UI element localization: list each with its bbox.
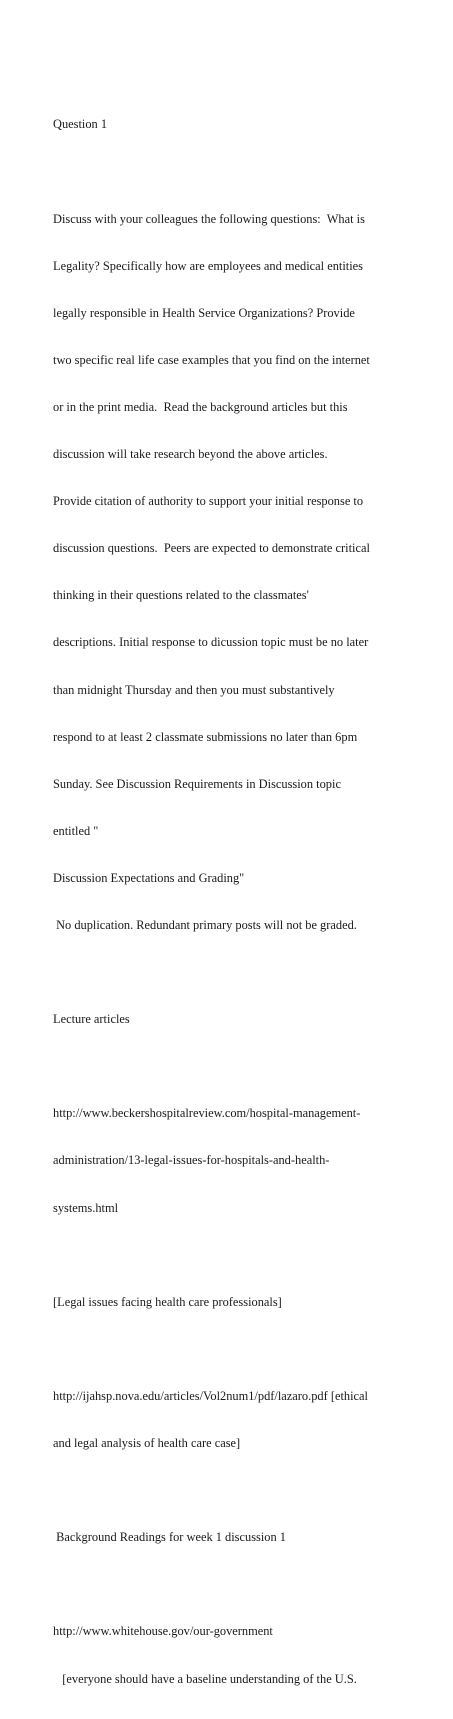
url-line: http://www.beckershospitalreview.com/hospital-management- <box>53 1106 361 1121</box>
paragraph-line: thinking in their questions related to the classmates' <box>53 588 309 603</box>
reference-note: and legal analysis of health care case] <box>53 1436 241 1451</box>
url-line: http://ijahsp.nova.edu/articles/Vol2num1/pdf/lazaro.pdf [ethical <box>53 1388 368 1403</box>
url-line: systems.html <box>53 1200 119 1215</box>
blank-line <box>53 1248 448 1264</box>
blank-line <box>53 1577 448 1593</box>
paragraph-line: Discussion Expectations and Grading" <box>53 870 245 885</box>
paragraph-line: Discuss with your colleagues the following questions: What is <box>53 211 365 226</box>
paragraph-line: legally responsible in Health Service Organizations? Provide <box>53 305 355 320</box>
url-line: administration/13-legal-issues-for-hospitals-and-health- <box>53 1153 330 1168</box>
document-text <box>53 86 448 1719</box>
blank-line <box>53 1483 448 1499</box>
paragraph-line: Provide citation of authority to support your initial response to <box>53 494 364 509</box>
paragraph-line: discussion questions. Peers are expected to demonstrate critical <box>53 541 370 556</box>
paragraph-line: or in the print media. Read the background articles but this <box>53 399 348 414</box>
paragraph-line: descriptions. Initial response to dicussion topic must be no later <box>53 635 369 650</box>
paragraph-line: Legality? Specifically how are employees and medical entities <box>53 258 363 273</box>
paragraph-line: discussion will take research beyond the above articles. <box>53 447 328 462</box>
question-heading: Question 1 <box>53 117 108 132</box>
paragraph-line: than midnight Thursday and then you must substantively <box>53 682 335 697</box>
reference-note: [everyone should have a baseline understanding of the U.S. <box>53 1671 357 1686</box>
section-heading: Lecture articles <box>53 1012 130 1027</box>
paragraph-line: two specific real life case examples that you find on the internet <box>53 352 370 367</box>
reference-note: [Legal issues facing health care professionals] <box>53 1294 282 1309</box>
section-heading: Background Readings for week 1 discussion 1 <box>53 1530 286 1545</box>
blank-line <box>53 965 448 981</box>
blank-line <box>53 1342 448 1358</box>
blank-line <box>53 1059 448 1075</box>
paragraph-line: entitled " <box>53 823 99 838</box>
paragraph-line: respond to at least 2 classmate submissions no later than 6pm <box>53 729 358 744</box>
paragraph-line: No duplication. Redundant primary posts will not be graded. <box>53 918 357 932</box>
paragraph-line: Sunday. See Discussion Requirements in Discussion topic <box>53 776 341 791</box>
url-line: http://www.whitehouse.gov/our-government <box>53 1624 273 1639</box>
blank-line <box>53 165 448 181</box>
